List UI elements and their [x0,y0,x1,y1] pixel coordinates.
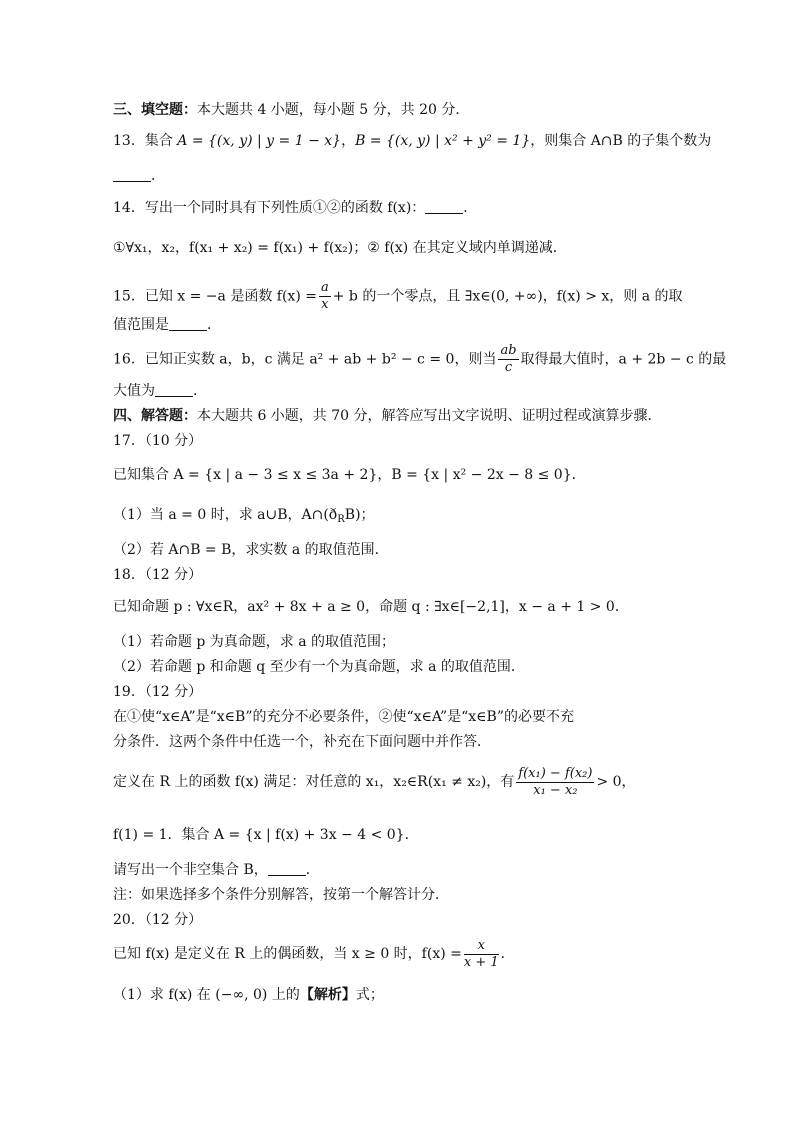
q20-stem-end: ． [500,946,515,962]
q14-answer-blank[interactable] [425,199,463,214]
q20-fraction [464,938,499,971]
q19-def-a: 定义在 R 上的函数 f(x) 满足：对任意的 x₁，x₂∈R(x₁ ≠ x₂)，有 [113,774,515,790]
section-3-heading [113,100,683,120]
q16-fraction [498,343,518,376]
q20-header [113,910,683,930]
q19-ask-end: ． [305,862,320,878]
q16-text-b: 取得最大值时，a + 2b − c 的最 [520,351,727,368]
q19-frac-den: x₁ − x₂ [533,782,578,798]
q19-fraction [516,766,594,799]
q17-p1-end: B)； [344,507,375,523]
q15-frac-den: x [321,297,329,312]
q14-end: ． [463,200,478,216]
q17-header [113,431,683,451]
q19-answer-blank[interactable] [268,861,306,876]
q14-text: 写出一个同时具有下列性质①②的函数 f(x)： [144,200,426,216]
q13-answer-line [113,166,683,186]
q19-header [113,682,683,702]
q18-header [113,565,683,585]
q16-line2: 大值为 [113,383,155,399]
q20-p1b: 【解析】 [299,987,356,1003]
q19-note-text: 注：如果选择多个条件分别解答，按第一个解答计分． [113,887,449,903]
question-13 [113,131,712,151]
q20-frac-den: x + 1 [463,954,499,970]
q19-set-text: f(1) = 1．集合 A = {x | f(x) + 3x − 4 < 0}． [113,827,419,843]
q20-p1c: 式； [355,987,384,1003]
q19-header-text: 19．（12 分） [113,684,203,700]
question-15 [113,280,683,310]
q15-text-a: 已知 x = −a 是函数 f(x) = [144,288,317,305]
q15-number: 15． [113,288,145,305]
q14-number: 14． [113,200,145,216]
q18-header-text: 18．（12 分） [113,567,203,583]
q19-frac-num: f(x₁) − f(x₂) [518,765,593,781]
q20-p1a: （1）求 f(x) 在 (−∞, 0) 上的 [113,987,300,1003]
q13-end: ． [151,168,165,184]
section-4-desc: 本大题共 6 小题，共 70 分，解答应写出文字说明、证明过程或演算步骤． [197,408,662,424]
q17-part-1 [113,505,683,530]
q20-part-1 [113,985,683,1005]
q20-stem [113,934,683,974]
q18-p2-text: （2）若命题 p 和命题 q 至少有一个为真命题，求 a 的取值范围． [113,659,525,675]
q18-part-2 [113,657,683,677]
q16-number: 16． [113,351,145,368]
question-16 [113,343,727,375]
q15-end: ． [207,317,221,333]
q15-answer-blank[interactable] [169,316,207,331]
q16-answer-blank[interactable] [155,382,193,397]
q17-p2-text: （2）若 A∩B = B，求实数 a 的取值范围． [113,542,389,558]
q19-def-b: > 0， [596,774,636,790]
q15-line2: 值范围是 [113,317,169,333]
q20-frac-num: x [464,938,499,955]
q17-p1-sub: R [337,514,345,525]
q14-properties [113,238,683,258]
q15-text-b: + b 的一个零点，且 ∃x∈(0, +∞)，f(x) > x，则 a 的取 [332,288,683,305]
q19-definition [113,762,683,802]
section-4-title: 四、解答题： [113,408,197,424]
q17-stem-text: 已知集合 A = {x | a − 3 ≤ x ≤ 3a + 2}，B = {x | x² − 2x − 8 ≤ 0}． [113,467,586,483]
q13-text-a: 集合 [144,133,178,149]
section-4-heading [113,406,683,426]
q19-ask-line [113,860,683,880]
q13-set-b: B = {(x, y) | x² + y² = 1} [355,133,531,149]
q17-header-text: 17．（10 分） [113,433,203,449]
q13-number: 13． [113,133,145,149]
q16-line-2 [113,381,683,401]
q19-ask-text: 请写出一个非空集合 B， [113,862,268,878]
q13-text-b: ，则集合 A∩B 的子集个数为 [530,133,712,149]
q13-set-a: A = {(x, y) | y = 1 − x} [177,133,342,149]
q17-part-2 [113,540,683,560]
section-3-desc: 本大题共 4 小题，每小题 5 分，共 20 分． [197,102,470,118]
q16-end: ． [193,383,207,399]
q15-frac-num: a [320,280,329,295]
q19-set-line [113,825,683,845]
q18-stem [113,597,683,617]
q16-text-a: 已知正实数 a，b，c 满足 a² + ab + b² − c = 0，则当 [144,351,497,368]
q15-line-2 [113,315,683,335]
q13-comma: ， [341,133,356,149]
q19-condition-1 [113,707,683,727]
q17-stem [113,465,683,485]
q19-condition-2 [113,732,683,752]
q16-frac-num: ab [500,343,517,358]
q19-note [113,885,683,905]
q18-part-1 [113,632,683,652]
q19-cond-line1: 在①使“x∈A”是“x∈B”的充分不必要条件，②使“x∈A”是“x∈B”的必要不充 [113,709,574,725]
q20-stem-a: 已知 f(x) 是定义在 R 上的偶函数，当 x ≥ 0 时，f(x) = [113,946,462,962]
q16-frac-den: c [504,360,513,375]
q13-answer-blank[interactable] [113,167,151,182]
q18-p1-text: （1）若命题 p 为真命题，求 a 的取值范围； [113,634,396,650]
q20-header-text: 20．（12 分） [113,912,203,928]
q15-fraction [319,280,331,313]
q19-cond-line2: 分条件．这两个条件中任选一个，补充在下面问题中并作答． [113,734,491,750]
q14-prop: ①∀x₁，x₂，f(x₁ + x₂) = f(x₁) + f(x₂)；② f(x) 在其定义域内单调递减． [113,240,567,256]
question-14 [113,198,683,218]
section-3-title: 三、填空题： [113,102,197,118]
q18-stem-text: 已知命题 p : ∀x∈R，ax² + 8x + a ≥ 0，命题 q : ∃x∈[−2,1]，x − a + 1 > 0． [113,599,629,615]
q17-p1-text: （1）当 a = 0 时，求 a∪B，A∩(ð [113,507,338,523]
